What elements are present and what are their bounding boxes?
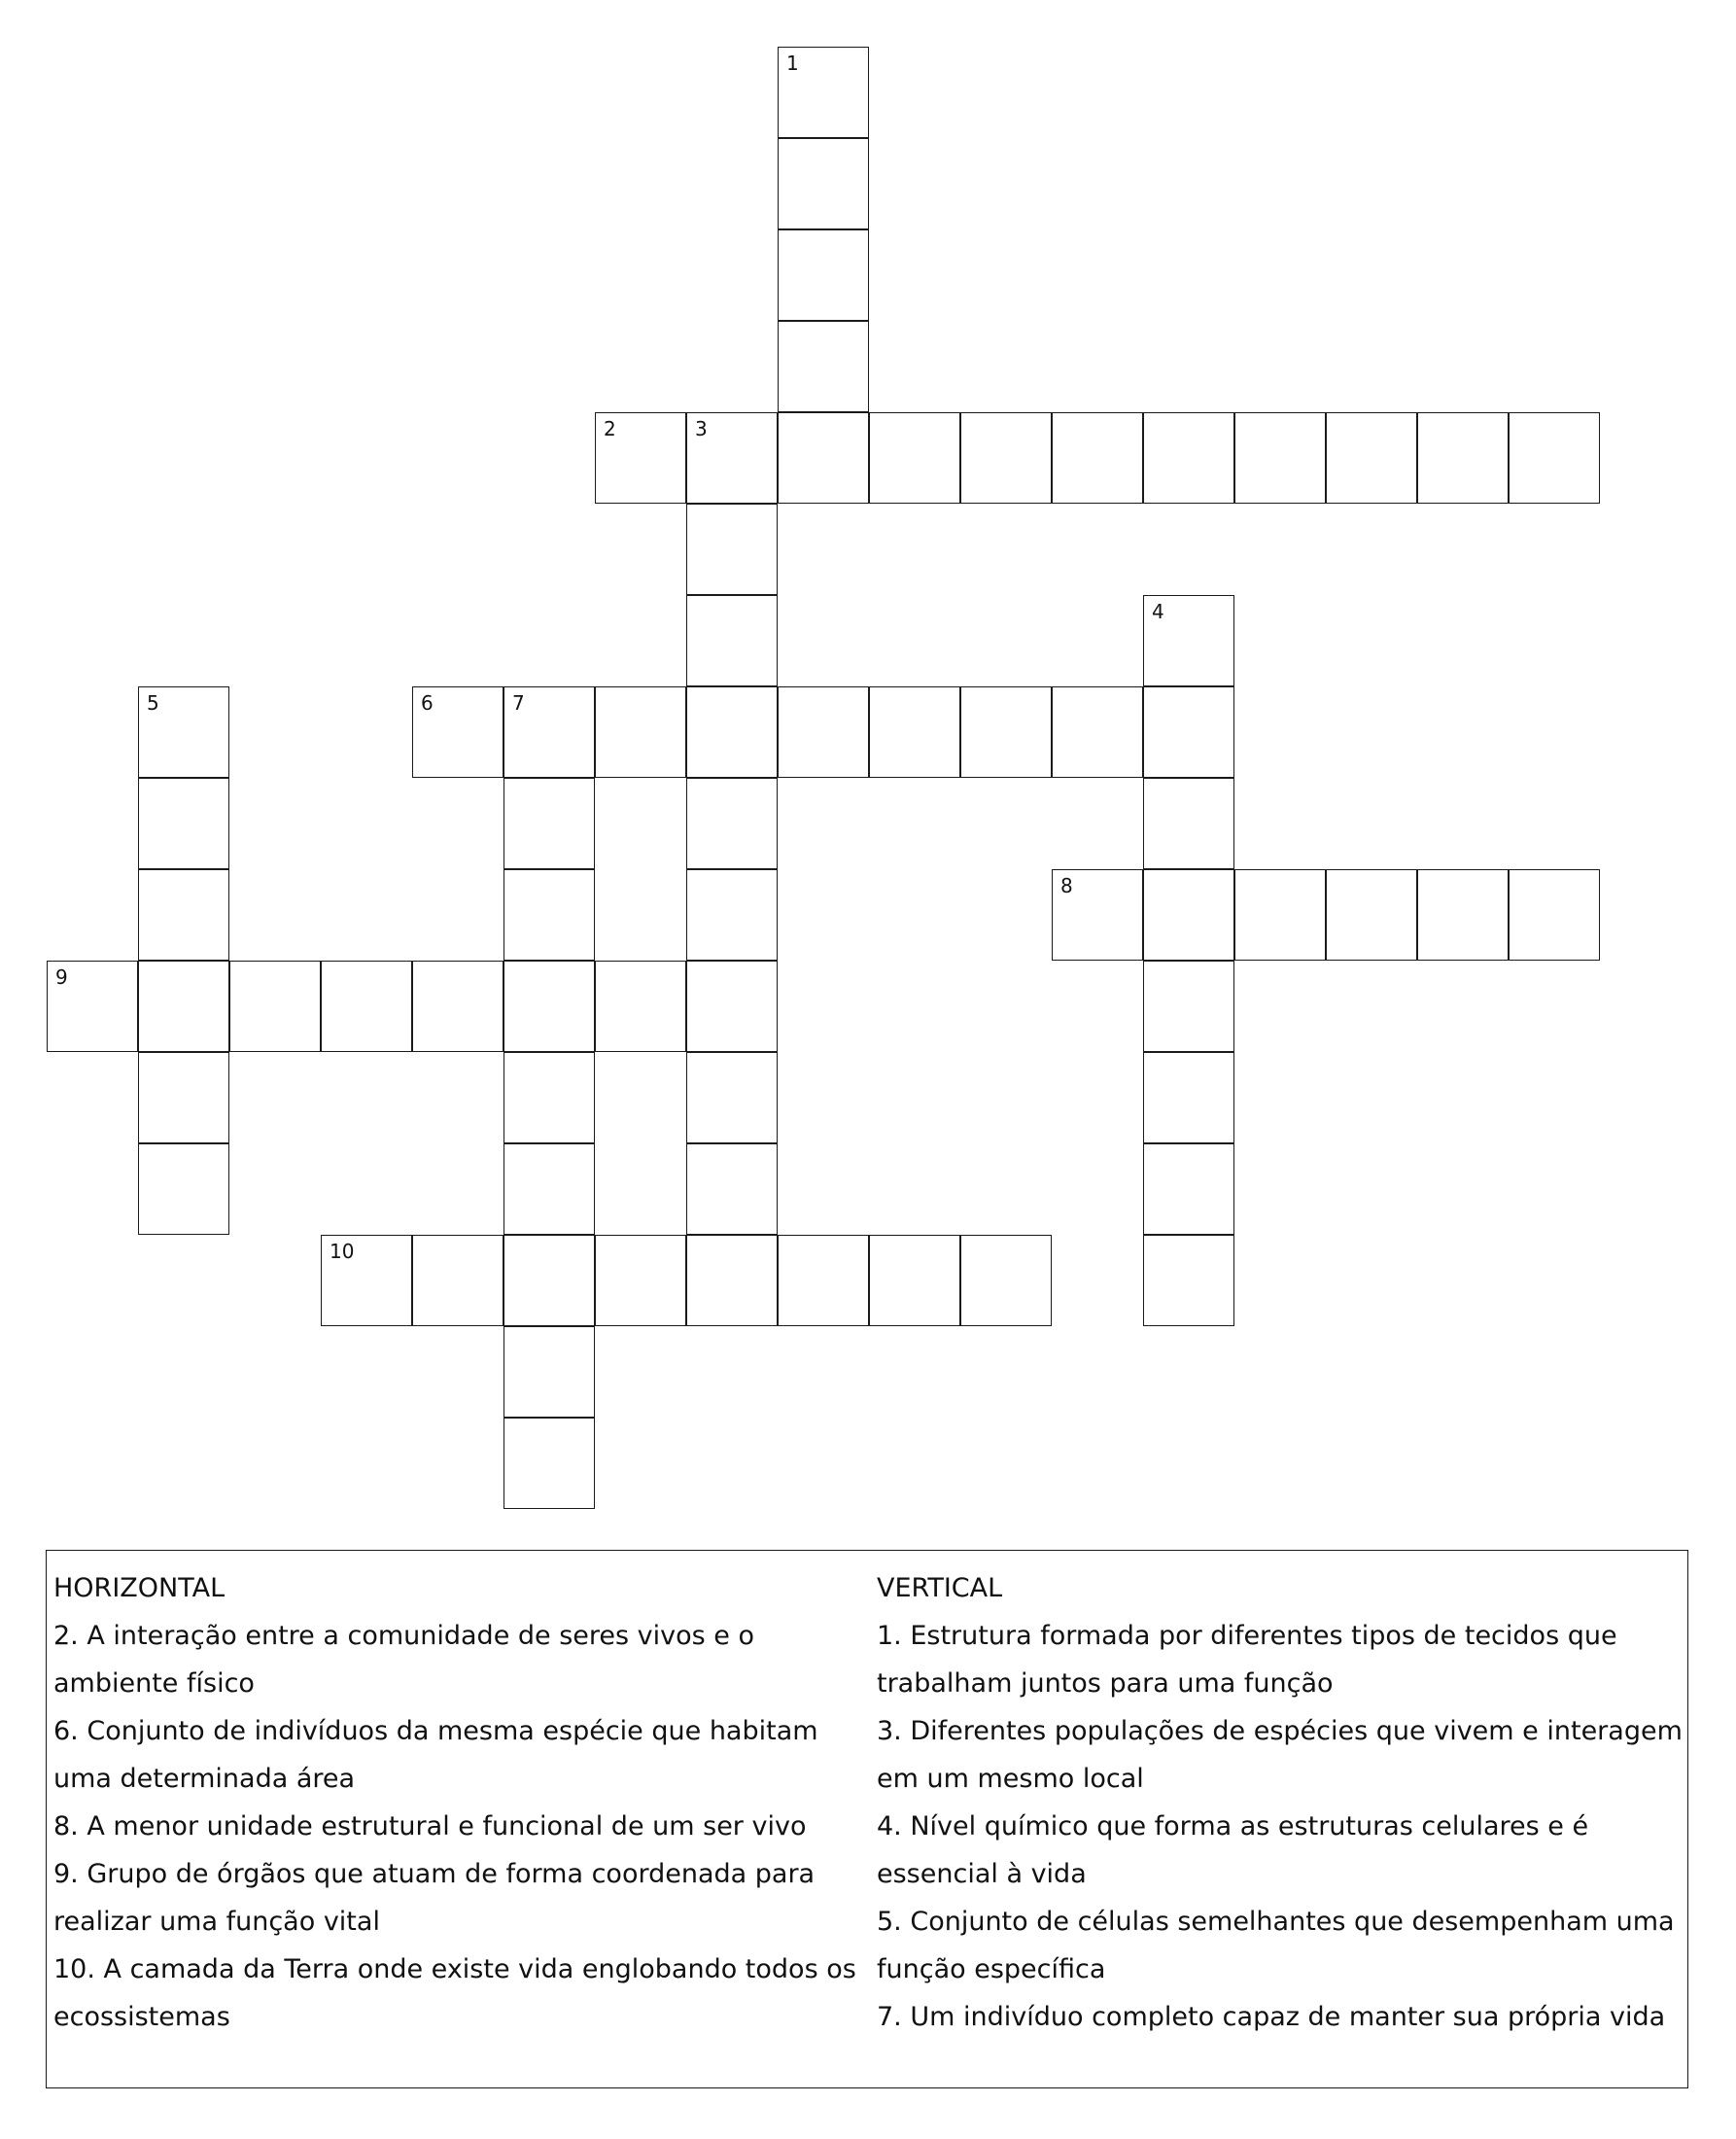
grid-cell[interactable]	[1143, 869, 1234, 961]
grid-cell[interactable]	[138, 1052, 229, 1143]
grid-cell[interactable]	[1143, 1235, 1234, 1326]
clue-down-3: 3. Diferentes populações de espécies que vivem e interagem em um mesmo local	[877, 1716, 1683, 1794]
grid-cell[interactable]	[1143, 686, 1234, 778]
clue-number: 5	[147, 691, 159, 715]
down-clues	[877, 1564, 1684, 2041]
grid-cell[interactable]	[686, 1052, 778, 1143]
grid-cell[interactable]	[778, 47, 869, 138]
grid-cell[interactable]	[138, 869, 229, 961]
clue-across-10: 10. A camada da Terra onde existe vida englobando todos os ecossistemas	[53, 1954, 856, 2032]
grid-cell[interactable]	[595, 961, 686, 1052]
grid-cell[interactable]	[869, 412, 960, 504]
grid-cell[interactable]	[229, 961, 321, 1052]
grid-cell[interactable]	[869, 686, 960, 778]
grid-cell[interactable]	[869, 1235, 960, 1326]
grid-cell[interactable]	[1052, 869, 1143, 961]
grid-cell[interactable]	[412, 1235, 503, 1326]
grid-cell[interactable]	[686, 504, 778, 595]
grid-cell[interactable]	[138, 686, 229, 778]
grid-cell[interactable]	[503, 1235, 595, 1326]
grid-cell[interactable]	[1143, 595, 1234, 686]
grid-cell[interactable]	[1326, 412, 1417, 504]
grid-cell[interactable]	[138, 778, 229, 869]
grid-cell[interactable]	[1417, 412, 1509, 504]
across-clues	[53, 1564, 865, 2041]
grid-cell[interactable]	[1326, 869, 1417, 961]
clue-number: 4	[1152, 600, 1164, 623]
grid-cell[interactable]	[138, 1143, 229, 1235]
grid-cell[interactable]	[321, 961, 412, 1052]
grid-cell[interactable]	[503, 686, 595, 778]
clue-across-8: 8. A menor unidade estrutural e funcional de um ser vivo	[53, 1811, 807, 1841]
clue-number: 1	[786, 52, 799, 75]
grid-cell[interactable]	[686, 412, 778, 504]
grid-cell[interactable]	[138, 961, 229, 1052]
clue-down-5: 5. Conjunto de células semelhantes que desempenham uma função específica	[877, 1907, 1675, 1984]
grid-cell[interactable]	[1234, 869, 1326, 961]
grid-cell[interactable]	[1143, 961, 1234, 1052]
grid-cell[interactable]	[686, 869, 778, 961]
clue-down-4: 4. Nível químico que forma as estruturas celulares e é essencial à vida	[877, 1811, 1589, 1889]
clue-number: 9	[55, 965, 68, 989]
clues-box	[46, 1550, 1688, 2088]
grid-cell[interactable]	[47, 961, 138, 1052]
clue-across-6: 6. Conjunto de indivíduos da mesma espécie que habitam uma determinada área	[53, 1716, 818, 1794]
grid-cell[interactable]	[595, 686, 686, 778]
grid-cell[interactable]	[686, 1143, 778, 1235]
grid-cell[interactable]	[1143, 1143, 1234, 1235]
grid-cell[interactable]	[503, 961, 595, 1052]
grid-cell[interactable]	[1509, 869, 1600, 961]
grid-cell[interactable]	[1417, 869, 1509, 961]
grid-cell[interactable]	[686, 595, 778, 686]
grid-cell[interactable]	[1052, 412, 1143, 504]
clue-down-7: 7. Um indivíduo completo capaz de manter sua própria vida	[877, 2002, 1666, 2032]
grid-cell[interactable]	[960, 686, 1052, 778]
grid-cell[interactable]	[686, 778, 778, 869]
clue-across-2: 2. A interação entre a comunidade de seres vivos e o ambiente físico	[53, 1621, 755, 1699]
grid-cell[interactable]	[503, 869, 595, 961]
grid-cell[interactable]	[412, 686, 503, 778]
clue-across-9: 9. Grupo de órgãos que atuam de forma coordenada para realizar uma função vital	[53, 1859, 816, 1937]
grid-cell[interactable]	[412, 961, 503, 1052]
grid-cell[interactable]	[503, 1052, 595, 1143]
clue-down-1: 1. Estrutura formada por diferentes tipos de tecidos que trabalham juntos para uma função	[877, 1621, 1617, 1699]
grid-cell[interactable]	[503, 1418, 595, 1509]
grid-cell[interactable]	[686, 961, 778, 1052]
grid-cell[interactable]	[595, 1235, 686, 1326]
clue-number: 8	[1060, 874, 1073, 897]
grid-cell[interactable]	[1143, 412, 1234, 504]
clue-number: 10	[330, 1240, 355, 1263]
clue-number: 2	[604, 417, 616, 440]
grid-cell[interactable]	[1509, 412, 1600, 504]
grid-cell[interactable]	[778, 412, 869, 504]
grid-cell[interactable]	[595, 412, 686, 504]
grid-cell[interactable]	[778, 321, 869, 412]
grid-cell[interactable]	[686, 686, 778, 778]
grid-cell[interactable]	[1143, 1052, 1234, 1143]
grid-cell[interactable]	[321, 1235, 412, 1326]
grid-cell[interactable]	[1052, 686, 1143, 778]
grid-cell[interactable]	[778, 138, 869, 229]
clue-number: 6	[421, 691, 434, 715]
grid-cell[interactable]	[503, 1326, 595, 1418]
grid-cell[interactable]	[1143, 778, 1234, 869]
grid-cell[interactable]	[778, 1235, 869, 1326]
grid-cell[interactable]	[686, 1235, 778, 1326]
clue-number: 7	[512, 691, 525, 715]
grid-cell[interactable]	[1234, 412, 1326, 504]
clue-number: 3	[695, 417, 708, 440]
grid-cell[interactable]	[960, 412, 1052, 504]
grid-cell[interactable]	[503, 1143, 595, 1235]
grid-cell[interactable]	[960, 1235, 1052, 1326]
across-heading: HORIZONTAL	[53, 1573, 226, 1603]
down-heading: VERTICAL	[877, 1573, 1003, 1603]
grid-cell[interactable]	[778, 229, 869, 321]
grid-cell[interactable]	[503, 778, 595, 869]
grid-cell[interactable]	[778, 686, 869, 778]
